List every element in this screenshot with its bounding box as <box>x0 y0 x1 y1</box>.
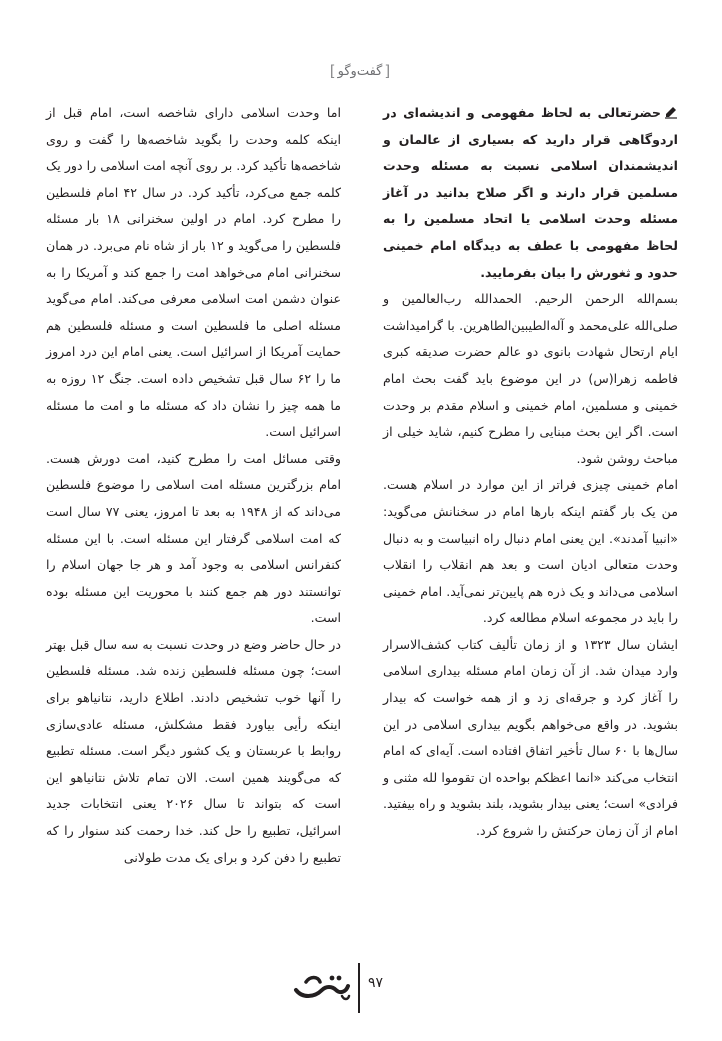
right-column <box>383 100 678 845</box>
bracket-close: ] <box>384 62 391 80</box>
answer-paragraph: ایشان سال ۱۳۲۳ و از زمان تألیف کتاب کشف‌الاسرار وارد میدان شد. از آن زمان امام مسئله بیداری اسلامی را آغاز کرد و جرقه‌ای زد و از همه خواست که بیدار بشوید. در واقع می‌خواهم بگویم بیداری اسلامی در این سال‌ها با ۶۰ سال تأخیر اتفاق افتاده است. آیه‌ای که امام انتخاب می‌کند «انما اعظکم بواحده ان تقوموا لله مثنی و فرادی» است؛ یعنی بیدار بشوید، بلند بشوید و راه بیفتید. امام از آن زمان حرکتش را شروع کرد. <box>383 636 678 839</box>
magazine-logo <box>292 968 352 1004</box>
interview-question <box>383 100 678 286</box>
pen-icon <box>664 105 678 119</box>
answer-paragraph: امام خمینی چیزی فراتر از این موارد در اسلام هست. من یک بار گفتم اینکه بارها امام در سخنانش می‌گوید: «انبیا آمدند». این یعنی امام دنبال راه انبیاست و به دنبال وحدت متعالی ادیان است و بعد هم انقلاب را انقلاب اسلامی می‌داند و یک ذره هم پایین‌تر نمی‌آید. امام خمینی را باید در مجموعه اسلام مطالعه کرد. <box>383 477 678 626</box>
section-label: گفت‌وگو <box>337 63 383 79</box>
left-column <box>46 100 341 871</box>
question-text: حضرتعالی به لحاظ مفهومی و اندیشه‌ای در اردوگاهی قرار دارید که بسیاری از عالمان و اندیشمندان اسلامی نسبت به مسئله وحدت مسلمین قرار دارند و اگر صلاح بدانید در آغاز مسئله وحدت اسلامی یا اتحاد مسلمین را به لحاظ مفهومی با عطف به دیدگاه امام خمینی حدود و ثغورش را بیان بفرمایید. <box>383 105 678 280</box>
section-tag <box>330 58 390 84</box>
bracket-open: [ <box>329 62 336 80</box>
page-number: ۹۷ <box>368 975 384 991</box>
answer-paragraph: وقتی مسائل امت را مطرح کنید، امت دورش هست. امام بزرگترین مسئله امت اسلامی را موضوع فلسطین می‌داند که از ۱۹۴۸ به بعد تا امروز، یعنی ۷۷ سال است که امت اسلامی گرفتار این مسئله است. با این مسئله کنفرانس اسلامی به وجود آمد و هر جا جهان اسلام را توانستند دور هم جمع کنند با محوریت این مسئله بوده است. <box>46 450 342 626</box>
answer-paragraph: بسم‌الله الرحمن الرحیم. الحمدالله رب‌العالمین و صلی‌الله علی‌محمد و آله‌الطیبین‌الطاهرین. با گرامیداشت ایام ارتحال شهادت بانوی دو عالم حضرت صدیقه کبری فاطمه زهرا(س) در این موضوع باید گفت بحث امام خمینی و مسلمین، امام خمینی و اسلام مقدم بر وحدت است. اگر این بحث مبنایی را مطرح کنیم، شاید خیلی از مباحث روشن شود. <box>383 291 678 466</box>
answer-paragraph: اما وحدت اسلامی دارای شاخصه است، امام قبل از اینکه کلمه وحدت را بگوید شاخصه‌ها را گفت و روی شاخصه‌ها تأکید کرد. بر روی آنچه امت اسلامی را دور یک کلمه جمع می‌کرد، تأکید کرد. در سال ۴۲ امام فلسطین را مطرح کرد. امام در اولین سخنرانی ۱۸ بار مسئله فلسطین را می‌گوید و ۱۲ بار از شاه نام می‌برد. در همان سخنرانی امام می‌خواهد امت را جمع کند و آمریکا را به عنوان دشمن امت اسلامی معرفی می‌کند. امام می‌گوید مسئله اصلی ما فلسطین است و مسئله فلسطین هم حمایت آمریکا از اسرائیل است. یعنی امام این درد امروز ما را ۶۲ سال قبل تشخیص داده است. جنگ ۱۲ روزه به ما همه چیز را نشان داد که مسئله ما و امت ما مسئله اسرائیل است. <box>46 105 342 440</box>
footer-divider <box>358 963 360 1013</box>
answer-paragraph: در حال حاضر وضع در وحدت نسبت به سه سال قبل بهتر است؛ چون مسئله فلسطین زنده شد. مسئله فلسطین را آنها خوب تشخیص دادند. اطلاع دارید، نتانیاهو برای اینکه رأیی بیاورد فقط مشکلش، مسئله عادی‌سازی روابط با عربستان و یک کشور دیگر است. مسئله تطبیع که می‌گویند همین است. الان تمام تلاش نتانیاهو این است که بتواند تا سال ۲۰۲۶ یعنی انتخابات جدید اسرائیل، تطبیع را حل کند. خدا رحمت کند سنوار را که تطبیع را دفن کرد و برای یک مدت طولانی <box>46 636 341 865</box>
